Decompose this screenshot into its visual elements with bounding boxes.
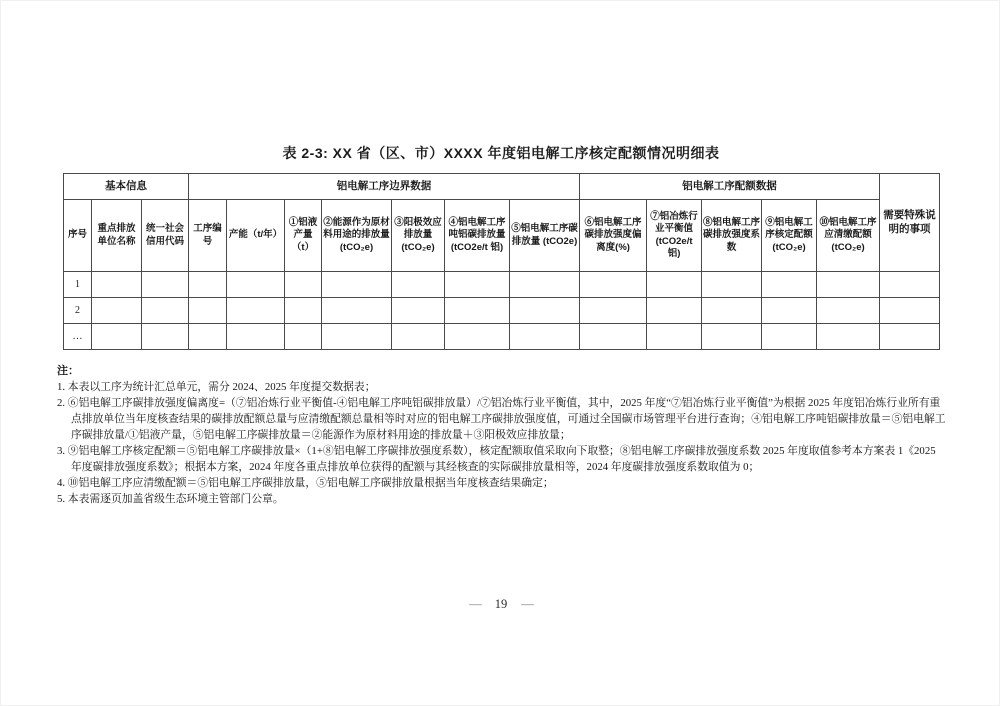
quota-detail-table-wrapper bbox=[63, 173, 939, 350]
empty-cell bbox=[510, 298, 580, 324]
empty-cell bbox=[285, 272, 322, 298]
column-header-seq: 序号 bbox=[64, 200, 92, 272]
table-row bbox=[64, 324, 940, 350]
empty-cell bbox=[580, 272, 647, 298]
empty-cell bbox=[702, 324, 762, 350]
empty-cell bbox=[647, 298, 702, 324]
group-header-basic-info: 基本信息 bbox=[64, 174, 189, 200]
column-header-unit-name: 重点排放单位名称 bbox=[92, 200, 142, 272]
note-item-5: 5. 本表需逐页加盖省级生态环境主管部门公章。 bbox=[57, 493, 284, 505]
note-item-3: 3. ⑨铝电解工序核定配额＝⑤铝电解工序碳排放量×（1+⑧铝电解工序碳排放强度系数），核定配额取值采取向下取整；⑧铝电解工序碳排放强度系数 2025 年度取值参考本方案表 1《2025 年度碳排放强度系数》；根据本方案，2024 年度各重点排放单位获得的配额与其经核查的实际碳排放量相等，2024 年度碳排放强度系数取值为 0； bbox=[57, 445, 936, 473]
column-header-industry-balance-value: ⑦铝冶炼行业平衡值 (tCO2e/t 铝) bbox=[647, 200, 702, 272]
footer-left-dash: — bbox=[469, 597, 481, 611]
table-row bbox=[64, 298, 940, 324]
column-header-energy-raw-material-emission: ②能源作为原材料用途的排放量 (tCO₂e) bbox=[322, 200, 392, 272]
empty-cell bbox=[142, 324, 189, 350]
empty-cell bbox=[510, 324, 580, 350]
column-header-surrender-quota: ⑩铝电解工序应清缴配额 (tCO₂e) bbox=[817, 200, 880, 272]
column-header-process-emission: ⑤铝电解工序碳排放量 (tCO2e) bbox=[510, 200, 580, 272]
empty-cell bbox=[92, 298, 142, 324]
empty-cell bbox=[647, 272, 702, 298]
footer-right-dash: — bbox=[521, 597, 533, 611]
column-header-anode-effect-emission: ③阳极效应排放量 (tCO₂e) bbox=[392, 200, 445, 272]
row-seq-cell: 1 bbox=[64, 272, 92, 298]
column-header-capacity: 产能（t/年） bbox=[227, 200, 285, 272]
footer-page-number: 19 bbox=[494, 597, 508, 611]
column-header-special-notes: 需要特殊说明的事项 bbox=[880, 174, 940, 272]
group-header-boundary-data: 铝电解工序边界数据 bbox=[189, 174, 580, 200]
empty-cell bbox=[880, 272, 940, 298]
empty-cell bbox=[702, 298, 762, 324]
empty-cell bbox=[392, 272, 445, 298]
note-item-2: 2. ⑥铝电解工序碳排放强度偏离度=（⑦铝冶炼行业平衡值-④铝电解工序吨铝碳排放量）/⑦铝冶炼行业平衡值，其中，2025 年度“⑦铝冶炼行业平衡值”为根据 2025 年度铝冶炼行业所有重点排放单位当年度核查结果的碳排放配额总量与应清缴配额总量相等时对应的铝电解工序碳排放强度值，可通过全国碳市场管理平台进行查询；④铝电解工序吨铝碳排放量＝⑤铝电解工序碳排放量/①铝液产量，⑤铝电解工序碳排放量＝②能源作为原材料用途的排放量＋③阳极效应排放量； bbox=[57, 397, 946, 441]
empty-cell bbox=[285, 324, 322, 350]
empty-cell bbox=[92, 324, 142, 350]
empty-cell bbox=[445, 298, 510, 324]
empty-cell bbox=[580, 324, 647, 350]
notes-section bbox=[57, 363, 947, 507]
column-header-aluminum-output: ①铝液产量（t） bbox=[285, 200, 322, 272]
empty-cell bbox=[189, 298, 227, 324]
notes-label: 注： bbox=[57, 365, 79, 377]
empty-cell bbox=[762, 298, 817, 324]
column-header-process-no: 工序编号 bbox=[189, 200, 227, 272]
column-header-approved-quota: ⑨铝电解工序核定配额 (tCO₂e) bbox=[762, 200, 817, 272]
quota-detail-table bbox=[63, 173, 940, 350]
empty-cell bbox=[227, 272, 285, 298]
empty-cell bbox=[817, 272, 880, 298]
empty-cell bbox=[322, 272, 392, 298]
column-header-per-ton-emission: ④铝电解工序吨铝碳排放量 (tCO2e/t 铝) bbox=[445, 200, 510, 272]
page-footer bbox=[1, 597, 1000, 612]
empty-cell bbox=[880, 298, 940, 324]
column-header-credit-code: 统一社会信用代码 bbox=[142, 200, 189, 272]
table-group-header-row bbox=[64, 174, 940, 200]
empty-cell bbox=[762, 272, 817, 298]
empty-cell bbox=[817, 324, 880, 350]
empty-cell bbox=[92, 272, 142, 298]
group-header-quota-data: 铝电解工序配额数据 bbox=[580, 174, 880, 200]
empty-cell bbox=[285, 298, 322, 324]
empty-cell bbox=[189, 272, 227, 298]
empty-cell bbox=[227, 298, 285, 324]
empty-cell bbox=[445, 324, 510, 350]
table-row bbox=[64, 272, 940, 298]
empty-cell bbox=[142, 272, 189, 298]
column-header-intensity-coefficient: ⑧铝电解工序碳排放强度系数 bbox=[702, 200, 762, 272]
empty-cell bbox=[510, 272, 580, 298]
note-item-1: 1. 本表以工序为统计汇总单元，需分 2024、2025 年度提交数据表； bbox=[57, 381, 376, 393]
empty-cell bbox=[392, 324, 445, 350]
empty-cell bbox=[647, 324, 702, 350]
note-item-4: 4. ⑩铝电解工序应清缴配额＝⑤铝电解工序碳排放量，⑤铝电解工序碳排放量根据当年度核查结果确定； bbox=[57, 477, 554, 489]
empty-cell bbox=[817, 298, 880, 324]
row-seq-cell: 2 bbox=[64, 298, 92, 324]
empty-cell bbox=[445, 272, 510, 298]
empty-cell bbox=[322, 324, 392, 350]
empty-cell bbox=[762, 324, 817, 350]
page-title: 表 2-3: XX 省（区、市）XXXX 年度铝电解工序核定配额情况明细表 bbox=[282, 145, 720, 161]
column-header-intensity-deviation: ⑥铝电解工序碳排放强度偏离度(%) bbox=[580, 200, 647, 272]
empty-cell bbox=[702, 272, 762, 298]
empty-cell bbox=[227, 324, 285, 350]
table-column-header-row bbox=[64, 200, 940, 272]
empty-cell bbox=[580, 298, 647, 324]
empty-cell bbox=[189, 324, 227, 350]
empty-cell bbox=[392, 298, 445, 324]
empty-cell bbox=[142, 298, 189, 324]
row-seq-cell: … bbox=[64, 324, 92, 350]
empty-cell bbox=[322, 298, 392, 324]
empty-cell bbox=[880, 324, 940, 350]
